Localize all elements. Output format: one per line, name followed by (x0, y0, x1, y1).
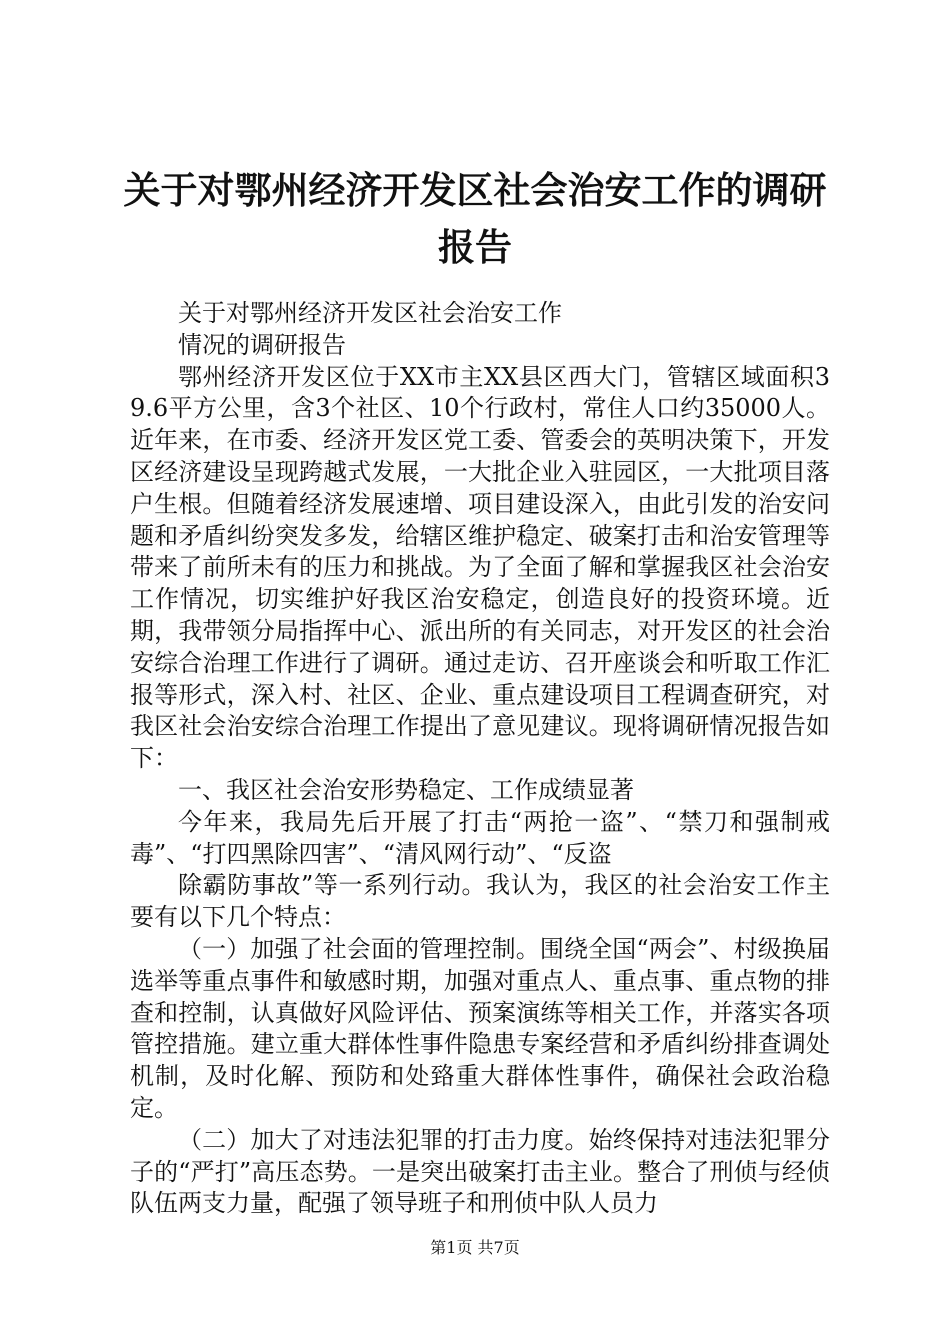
page-footer: 第1页 共7页 (430, 1238, 520, 1257)
paragraph-actions: 今年来，我局先后开展了打击“两抢一盗”、“禁刀和强制戒毒”、“打四黑除四害”、“清风网行动”、“反盗 (130, 807, 830, 868)
subtitle-line-2: 情况的调研报告 (178, 330, 346, 359)
subtitle-line-1: 关于对鄂州经济开发区社会治安工作 (178, 299, 562, 327)
paragraph-intro: 鄂州经济开发区位于XX市主XX县区西大门，管辖区域面积39.6平方公里，含3个社区、10个行政村，常住人口约35000人。近年来，在市委、经济开发区党工委、管委会的英明决策下，开发区经济建设呈现跨越式发展，一大批企业入驻园区，一大批项目落户生根。但随着经济发展速增、项目建设深入，由此引发的治安问题和矛盾纠纷突发多发，给辖区维护稳定、破案打击和治安管理等带来了前所未有的压力和挑战。为了全面了解和掌握我区社会治安工作情况，切实维护好我区治安稳定，创造良好的投资环境。近期，我带领分局指挥中心、派出所的有关同志，对开发区的社会治安综合治理工作进行了调研。通过走访、召开座谈会和听取工作汇报等形式，深入村、社区、企业、重点建设项目工程调查研究，对我区社会治安综合治理工作提出了意见建议。现将调研情况报告如下： (130, 362, 830, 773)
paragraph-point-2: （二）加大了对违法犯罪的打击力度。始终保持对违法犯罪分子的“严打”高压态势。一是突出破案打击主业。整合了刑侦与经侦队伍两支力量，配强了领导班子和刑侦中队人员力 (130, 1125, 830, 1218)
section-heading-1: 一、我区社会治安形势稳定、工作成绩显著 (178, 775, 634, 804)
paragraph-actions-cont: 除霸防事故”等一系列行动。我认为，我区的社会治安工作主要有以下几个特点： (130, 871, 830, 932)
paragraph-point-1: （一）加强了社会面的管理控制。围绕全国“两会”、村级换届选举等重点事件和敏感时期，加强对重点人、重点事、重点物的排查和控制，认真做好风险评估、预案演练等相关工作，并落实各项管控措施。建立重大群体性事件隐患专案经营和矛盾纠纷排查调处机制，及时化解、预防和处臵重大群体性事件，确保社会政治稳定。 (130, 934, 830, 1122)
document-body (130, 298, 830, 1220)
document-title: 关于对鄂州经济开发区社会治安工作的调研报告 (123, 168, 827, 269)
